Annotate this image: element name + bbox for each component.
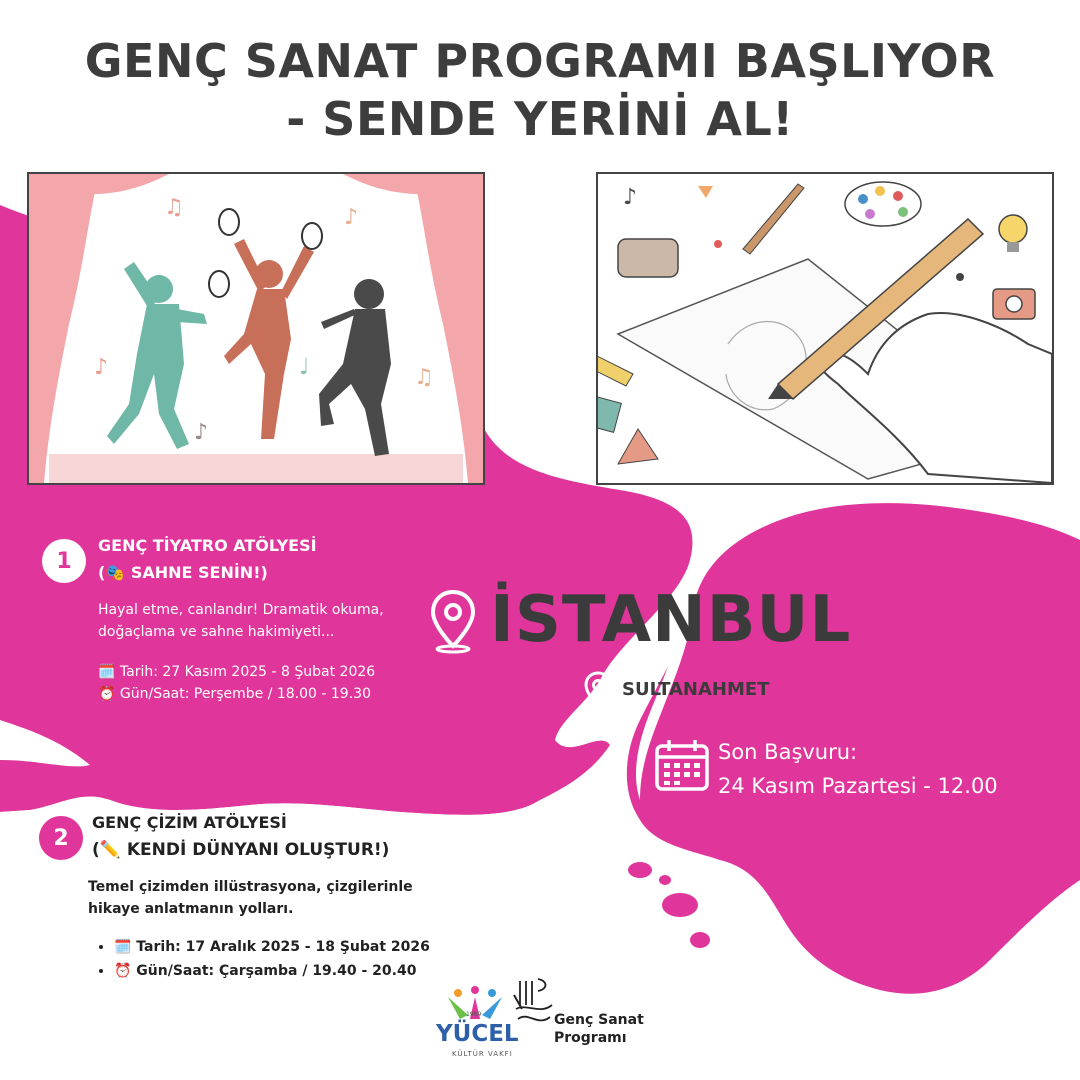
workshop-2-schedule (90, 935, 430, 983)
svg-text:♫: ♫ (414, 365, 434, 390)
workshop-1-title: GENÇ TİYATRO ATÖLYESİ (98, 536, 317, 555)
workshop-2-subtitle: (✏️ KENDİ DÜNYANI OLUŞTUR!) (92, 840, 390, 860)
calendar-icon (654, 738, 710, 792)
svg-text:♫: ♫ (164, 195, 184, 220)
workshop-1-time: ⏰ Gün/Saat: Perşembe / 18.00 - 19.30 (98, 686, 371, 702)
district-name: SULTANAHMET (622, 679, 770, 700)
workshop-1-subtitle: (🎭 SAHNE SENİN!) (98, 563, 268, 582)
deadline-label: Son Başvuru: (718, 740, 858, 764)
svg-text:♪: ♪ (344, 205, 359, 230)
svg-text:♩: ♩ (299, 355, 310, 380)
theatre-masks-icon: 🎭 (105, 563, 126, 582)
workshop-1-description: Hayal etme, canlandır! Dramatik okuma, doğaçlama ve sahne hakimiyeti... (98, 602, 384, 640)
genc-sanat-logo: Genç Sanat Programı (512, 975, 652, 1065)
drawing-illustration (596, 172, 1054, 485)
yucel-figures-icon (430, 985, 520, 1025)
district-pin-icon (582, 670, 614, 712)
page-title (0, 32, 1080, 148)
workshop-1-number: 1 (42, 539, 86, 583)
genc-sanat-emblem-icon (512, 975, 556, 1035)
workshop-1-schedule (98, 661, 375, 705)
workshop-2-title: GENÇ ÇİZİM ATÖLYESİ (92, 813, 287, 832)
city-name: İSTANBUL (490, 583, 852, 657)
workshop-1-date: 🗓️ Tarih: 27 Kasım 2025 - 8 Şubat 2026 (98, 664, 376, 680)
svg-text:♪: ♪ (194, 420, 209, 445)
location-pin-icon (428, 588, 478, 654)
title-line-2: - SENDE YERİNİ AL! (286, 92, 794, 146)
title-line-1: GENÇ SANAT PROGRAMI BAŞLIYOR (84, 34, 996, 88)
theatre-illustration (27, 172, 485, 485)
workshop-2-time: • ⏰ Gün/Saat: Çarşamba / 19.40 - 20.40 (114, 959, 430, 983)
pencil-icon: ✏️ (99, 840, 121, 860)
svg-text:♪: ♪ (623, 185, 638, 210)
deadline-value: 24 Kasım Pazartesi - 12.00 (718, 774, 998, 798)
workshop-2-number: 2 (39, 816, 83, 860)
workshop-2-description: Temel çizimden illüstrasyona, çizgilerinle hikaye anlatmanın yolları. (88, 879, 413, 917)
svg-text:♪: ♪ (94, 355, 109, 380)
workshop-2-date: • 🗓️ Tarih: 17 Aralık 2025 - 18 Şubat 2026 (114, 935, 430, 959)
deadline-block (718, 735, 998, 803)
yucel-logo: 1969 YÜCEL KÜLTÜR VAKFI (430, 985, 520, 1065)
